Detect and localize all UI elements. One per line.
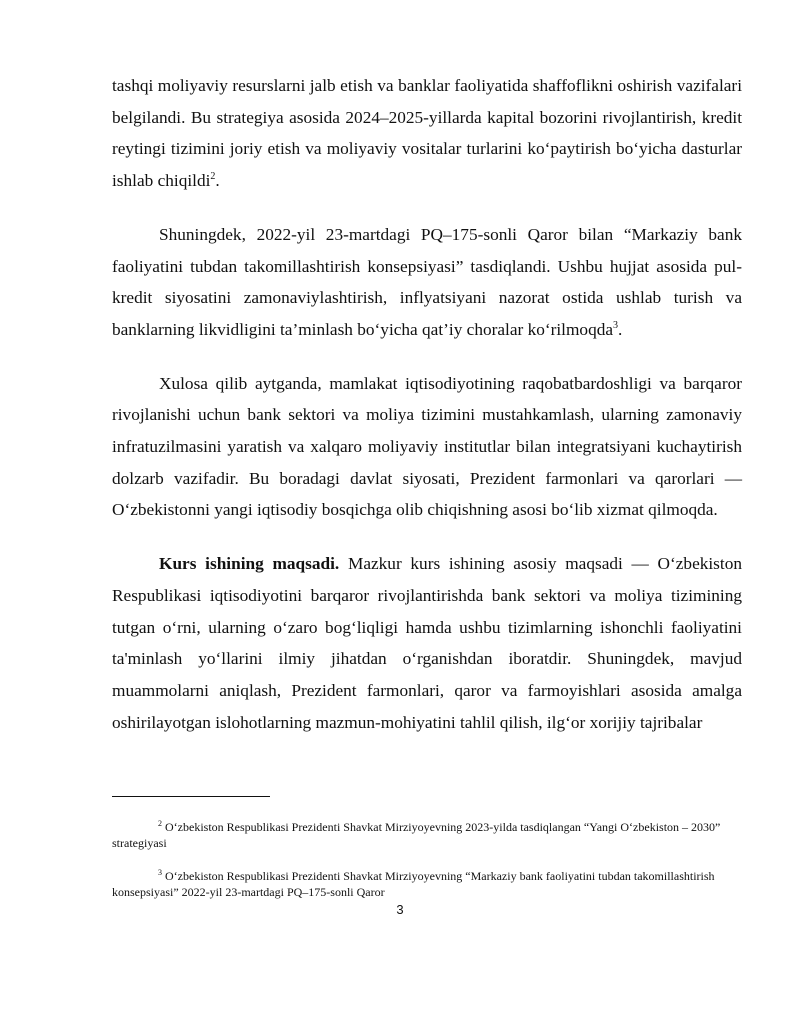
paragraph-1-end: . [215, 171, 220, 191]
document-body [112, 70, 742, 738]
footnote-3-text: O‘zbekiston Respublikasi Prezidenti Shavkat Mirziyoyevning “Markaziy bank faoliyatini tubdan takomillashtirish konsepsiyasi” 2022-yil 23-martdagi PQ–175-sonli Qaror [112, 869, 715, 899]
footnote-separator [112, 796, 270, 797]
footnote-2-text: O‘zbekiston Respublikasi Prezidenti Shavkat Mirziyoyevning 2023-yilda tasdiqlangan “Yangi O‘zbekiston – 2030” strategiyasi [112, 820, 721, 850]
paragraph-4-text: Mazkur kurs ishining asosiy maqsadi — O‘zbekiston Respublikasi iqtisodiyotini barqaror rivojlantirishda bank sektori va moliya tizimining tutgan o‘rni, ularning o‘zaro bog‘liqligi hamda ushbu tizimlarning ishonchli faoliyatini ta'minlash yo‘llarini ilmiy jihatdan o‘rganishdan iboratdir. Shuningdek, mavjud muammolarni aniqlash, Prezident farmonlari, qaror va farmoyishlari asosida amalga oshirilayotgan islohotlarning mazmun-mohiyatini tahlil qilish, ilg‘or xorijiy tajribalar [112, 554, 742, 732]
page-number: 3 [396, 902, 404, 917]
paragraph-2-end: . [618, 319, 623, 339]
paragraph-2-text: Shuningdek, 2022-yil 23-martdagi PQ–175-sonli Qaror bilan “Markaziy bank faoliyatini tubdan takomillashtirish konsepsiyasi” tasdiqlandi. Ushbu hujjat asosida pul-kredit siyosatini zamonaviylashtirish, inflyatsiyani nazorat ostida ushlab turish va banklarning likvidligini ta’minlash bo‘yicha qat’iy choralar ko‘rilmoqda [112, 224, 742, 339]
footnote-ref-3[interactable]: 3 [613, 320, 619, 332]
footnote-2-mark: 2 [158, 819, 162, 828]
section-heading-kurs-maqsadi: Kurs ishining maqsadi. [159, 554, 340, 574]
footnote-3 [112, 869, 742, 900]
paragraph-4 [112, 548, 742, 738]
paragraph-3: Xulosa qilib aytganda, mamlakat iqtisodiyotining raqobatbardoshligi va barqaror rivojlanishi uchun bank sektori va moliya tizimini mustahkamlash, ularning zamonaviy infratuzilmasini yaratish va xalqaro moliyaviy institutlar bilan integratsiyani kuchaytirish dolzarb vazifadir. Bu boradagi davlat siyosati, Prezident farmonlari va qarorlari — O‘zbekistonni yangi iqtisodiy bosqichga olib chiqishning asosi bo‘lib xizmat qilmoqda. [112, 373, 742, 520]
footnote-ref-2[interactable]: 2 [210, 171, 216, 183]
paragraph-2 [112, 219, 742, 346]
paragraph-1 [112, 70, 742, 197]
paragraph-1-text: tashqi moliyaviy resurslarni jalb etish va banklar faoliyatida shaffoflikni oshirish vazifalari belgilandi. Bu strategiya asosida 2024–2025-yillarda kapital bozorini rivojlantirish, kredit reytingi tizimini joriy etish va moliyaviy vositalar turlarini ko‘paytirish bo‘yicha dasturlar ishlab chiqildi [112, 76, 742, 191]
footnote-3-mark: 3 [158, 868, 162, 877]
footnote-2 [112, 820, 742, 851]
